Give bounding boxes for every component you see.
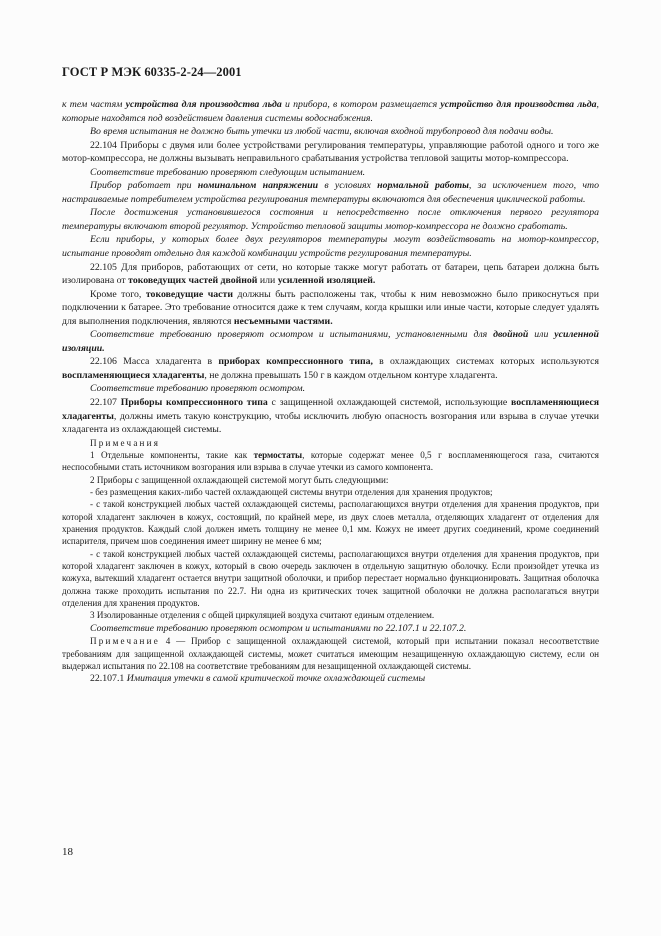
text-run: усиленной изоляции. xyxy=(62,329,599,354)
paragraph xyxy=(62,288,599,329)
text-run: , должны иметь такую конструкцию, чтобы исключить любую опасность возгорания или взрыва в случае утечки хладагента из охлаждающей системы. xyxy=(62,410,599,436)
text-run: в условиях xyxy=(318,180,378,192)
paragraph xyxy=(62,622,599,636)
paragraph xyxy=(62,179,599,206)
text-run: - с такой конструкцией любых частей охлаждающей системы, располагающихся внутри отделения для хранения продуктов, при которой хладагент заключен в кожух, который в свою очередь заключен в отдельную защитную оболочку. Если произойдет утечка из кожуха, вытекший хладагент остается внутри защитной оболочки, и прибор перестает нормально функционировать. Защитная оболочка должна также проходить испытания по 22.7. Ни одна из критических точек защитной оболочки не должна располагаться внутри отделения для хранения продуктов. xyxy=(62,548,599,609)
text-run: устройства для производства льда xyxy=(125,99,282,110)
paragraph xyxy=(62,166,599,180)
text-run: 3 Изолированные отделения с общей циркуляцией воздуха считают единым отделением. xyxy=(90,610,435,621)
text-run: Приборы компрессионного типа xyxy=(120,397,268,409)
text-run: - с такой конструкцией любых частей охлаждающей системы, располагающихся внутри отделения для хранения продуктов, при которой хладагент заключен в кожух, состоящий, по крайней мере, из двух слоев металла, отделяющих хладагент от отделения для хранения продуктов. Каждый слой должен иметь толщину не менее 0,1 мм. Кожух не имеет других соединений, кроме соединений испарителя, причем шов соединения имеет ширину не менее 6 мм; xyxy=(62,499,599,547)
text-run: или xyxy=(257,275,278,287)
text-run: Соответствие требованию проверяют осмотром. xyxy=(90,383,306,395)
page-number: 18 xyxy=(62,846,73,858)
note-item xyxy=(62,498,599,547)
note-item xyxy=(62,609,599,621)
text-run: с защищенной охлаждающей системой, использующие xyxy=(267,397,512,409)
notes-title: Примечания xyxy=(90,437,161,448)
text-run: воспламеняющиеся хладагенты xyxy=(62,397,600,422)
text-run: 22.107 xyxy=(90,397,121,409)
document-header: ГОСТ Р МЭК 60335-2-24—2001 xyxy=(62,65,242,79)
text-run: в охлаждающих системах которых используются xyxy=(372,356,599,368)
text-run: воспламеняющиеся хладагенты xyxy=(62,369,205,381)
text-run: устройство для производства льда xyxy=(440,99,597,110)
paragraph xyxy=(62,139,599,166)
text-run: Имитация утечки в самой критической точке охлаждающей системы xyxy=(126,673,426,685)
text-run: и прибора, в котором размещается xyxy=(281,99,441,110)
note-4-label: Примечание xyxy=(90,636,160,647)
note-item xyxy=(62,548,599,610)
text-run: к тем частям xyxy=(62,99,126,110)
text-run: нормальной работы xyxy=(377,180,469,192)
text-run: Соответствие требованию проверяют следующим испытанием. xyxy=(90,166,366,178)
text-run: приборах компрессионного типа, xyxy=(218,356,373,368)
text-run: токоведущие части xyxy=(145,288,233,300)
text-run: , за исключением того, что настраиваемые потребителем устройства регулирования температуры включаются для обеспечения циклической работы. xyxy=(62,180,600,205)
paragraph xyxy=(62,125,599,139)
paragraph xyxy=(62,328,599,355)
text-run: Если приборы, у которых более двух регуляторов температуры могут воздействовать на мотор-компрессор, испытание проводят отдельно для каждой комбинации устройств регулирования температуры. xyxy=(62,234,599,260)
paragraph xyxy=(62,382,599,396)
paragraph xyxy=(62,206,599,233)
paragraph xyxy=(62,233,599,260)
text-run: двойной xyxy=(493,329,529,341)
text-run: Кроме того, xyxy=(90,288,146,300)
text-run: , которые находятся под воздействием давления системы водоснабжения. xyxy=(62,99,599,124)
text-run: 22.107.1 xyxy=(90,673,127,685)
paragraph xyxy=(62,672,599,686)
text-run: несъемными частями. xyxy=(233,315,333,327)
text-run: 4 — Прибор с защищенной охлаждающей системой, который при испытании показал несоответствие требованиям для защищенной охлаждающей системы, может считаться имеющим незащищенную охлаждающую систему, если он выдержал испытания по 22.108 на соответствие требованиям для незащищенной охлаждающей системы. xyxy=(62,636,599,672)
text-run: Во время испытания не должно быть утечки из любой части, включая входной трубопровод для подачи воды. xyxy=(90,126,554,138)
text-run: 2 Приборы с защищенной охлаждающей системой могут быть следующими: xyxy=(90,474,389,485)
text-run: 22.104 Приборы с двумя или более устройствами регулирования температуры, управляющие работой одного и того же мотор-компрессора, не должны вызывать неправильного срабатывания устройства тепловой защиты мотор-компрессора. xyxy=(62,139,599,165)
text-run: 22.105 Для приборов, работающих от сети, но которые также могут работать от батареи, цепь батареи должна быть изолирована от xyxy=(62,261,599,287)
paragraph xyxy=(62,98,599,125)
text-run: должны быть расположены так, чтобы к ним невозможно было прикоснуться при подключении к батарее. Это требование относится даже к тем случаям, когда крышки или иные части, которые следует удалять для выполнения подключения, являются xyxy=(62,288,600,327)
text-run: термостаты xyxy=(253,450,303,461)
text-run: , которые содержат менее 0,5 г воспламеняющегося газа, считаются неспособными стать источником возгорания или взрыва в случае утечки из самого компонента. xyxy=(62,450,599,473)
note-4 xyxy=(62,635,599,672)
paragraph xyxy=(62,355,599,382)
note-item xyxy=(62,474,599,486)
text-run: токоведущих частей двойной xyxy=(128,275,258,287)
paragraph xyxy=(62,261,599,288)
text-run: - без размещения каких-либо частей охлаждающей системы внутри отделения для хранения продуктов; xyxy=(90,487,493,498)
text-run: Соответствие требованию проверяют осмотром и испытаниями, установленными для xyxy=(90,329,494,341)
document-body xyxy=(62,98,599,686)
text-run: Соответствие требованию проверяют осмотром и испытаниями по 22.107.1 и 22.107.2. xyxy=(90,622,467,634)
text-run: , не должна превышать 150 г в каждом отдельном контуре хладагента. xyxy=(204,369,498,381)
text-run: усиленной изоляцией. xyxy=(277,275,376,287)
text-run: 1 Отдельные компоненты, такие как xyxy=(90,450,254,461)
text-run: Прибор работает при xyxy=(90,180,198,192)
note-item xyxy=(62,449,599,474)
text-run: или xyxy=(528,329,555,341)
text-run: номинальном напряжении xyxy=(197,180,319,192)
paragraph xyxy=(62,396,599,437)
note-item xyxy=(62,486,599,498)
text-run: После достижения установившегося состояния и непосредственно после отключения первого регулятора температуры включают второй регулятор. Устройство тепловой защиты мотор-компрессора не должно сработать. xyxy=(62,207,599,232)
text-run: 22.106 Масса хладагента в xyxy=(90,356,219,368)
